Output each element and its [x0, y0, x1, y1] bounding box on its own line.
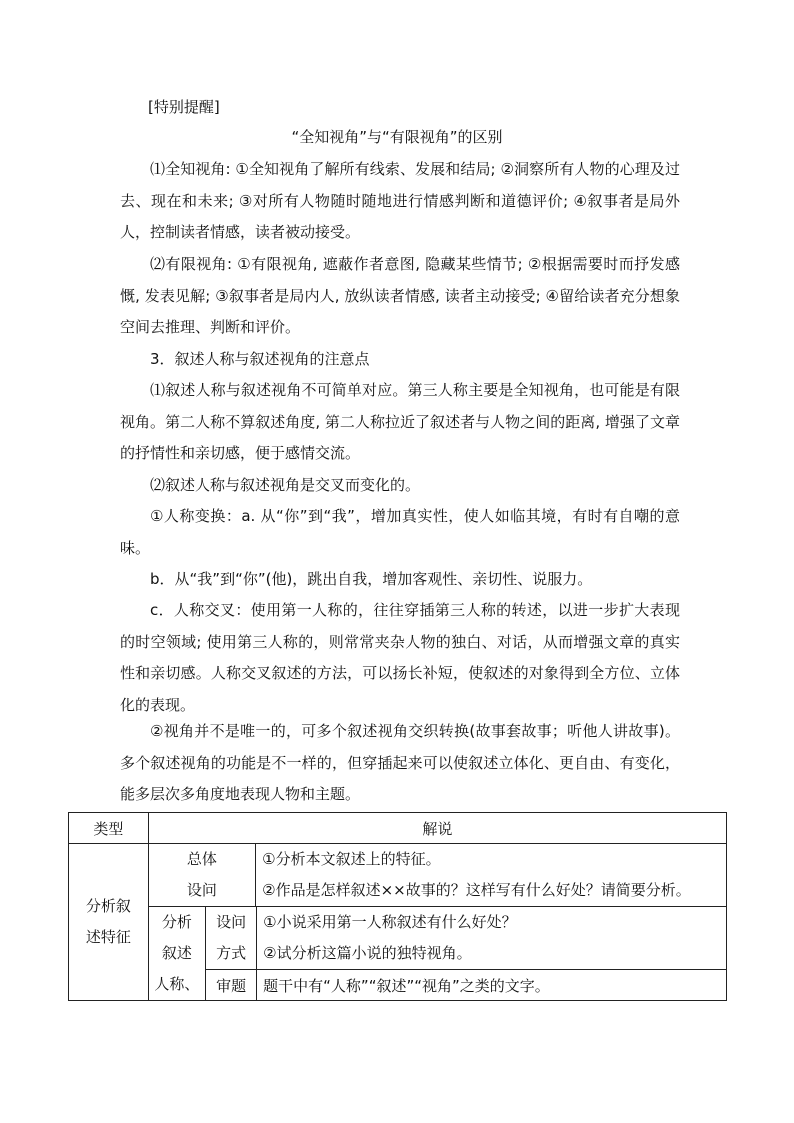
general-label-cell: [148, 844, 256, 907]
paragraph-limited: ⑵有限视角: ①有限视角, 遮蔽作者意图, 隐藏某些情节; ②根据需要时而抒发感慨, 发表见解; ③叙事者是局内人, 放纵读者情感, 读者主动接受; ④留给读者充分想象空间去推理、判断和评价。: [120, 255, 680, 337]
general-line-2: 设问: [186, 881, 217, 899]
table-header-row: [69, 813, 727, 844]
sub-ask-line-2: 方式: [216, 944, 247, 962]
sub-table-cell: [148, 907, 726, 1001]
analysis-table: [68, 812, 727, 1001]
general-line-1: 总体: [186, 850, 217, 868]
sub-row-review: [149, 970, 726, 1001]
paragraph-person-2: ⑵叙述人称与叙述视角是交叉而变化的。: [150, 476, 421, 494]
sub-ask-question-2: ②试分析这篇小说的独特视角。: [263, 944, 472, 962]
general-questions-cell: [256, 844, 727, 907]
sub-ask-label-cell: [206, 907, 257, 970]
paragraph-heading-3: 3．叙述人称与叙述视角的注意点: [150, 350, 370, 368]
paragraph-person-change: ①人称变换：a. 从“你”到“我”，增加真实性，使人如临其境，有时有自嘲的意味。: [120, 507, 680, 557]
category-line-2: 述特征: [85, 928, 131, 946]
sub-row-ask: [149, 907, 726, 970]
paragraph-person-c: c．人称交叉：使用第一人称的，往往穿插第三人称的转述，以进一步扩大表现的时空领域; 使用第三人称的，则常常夹杂人物的独白、对话，从而增强文章的真实性和亲切感。人称交叉叙述的方法，可以扬长补短，使叙述的对象得到全方位、立体化的表现。: [120, 601, 680, 714]
category-line-1: 分析叙: [85, 897, 131, 915]
paragraph-omniscient: ⑴全知视角: ①全知视角了解所有线索、发展和结局; ②洞察所有人物的心理及过去、现在和未来; ③对所有人物随时随地进行情感判断和道德评价; ④叙事者是局外人，控制读者情感，读者被动接受。: [120, 160, 680, 242]
header-explain: 解说: [148, 813, 726, 844]
sub-ask-questions-cell: [257, 907, 726, 970]
sub-person-line-3: 人称、: [154, 975, 200, 993]
paragraph-person-b: b．从“我”到“你”(他)，跳出自我，增加客观性、亲切性、说服力。: [150, 570, 593, 588]
sub-person-cell: [149, 907, 206, 1000]
paragraph-person-1: ⑴叙述人称与叙述视角不可简单对应。第三人称主要是全知视角，也可能是有限视角。第二人称不算叙述角度, 第二人称拉近了叙述者与人物之间的距离, 增强了文章的抒情性和亲切感，便于感情交流。: [120, 381, 680, 463]
category-cell: [69, 844, 149, 1001]
sub-person-line-2: 叙述: [161, 944, 192, 962]
table-row-sub: [69, 907, 727, 1001]
sub-table: [149, 907, 726, 1000]
header-type: 类型: [69, 813, 149, 844]
general-question-1: ①分析本文叙述上的特征。: [262, 850, 441, 868]
general-question-2: ②作品是怎样叙述××故事的？这样写有什么好处？请简要分析。: [262, 881, 691, 899]
sub-ask-question-1: ①小说采用第一人称叙述有什么好处？: [263, 913, 517, 931]
sub-review-text: 题干中有“人称”“叙述”“视角”之类的文字。: [257, 970, 726, 1001]
table-row-general: [69, 844, 727, 907]
section-title: “全知视角”与“有限视角”的区别: [291, 128, 503, 146]
sub-person-line-1: 分析: [161, 913, 192, 931]
reminder-label: [特别提醒]: [148, 98, 220, 116]
sub-review-label: 审题: [206, 970, 257, 1001]
sub-ask-line-1: 设问: [216, 913, 247, 931]
paragraph-perspective: ②视角并不是唯一的，可多个叙述视角交织转换(故事套故事；听他人讲故事)。多个叙述视角的功能是不一样的，但穿插起来可以使叙述立体化、更自由、有变化，能多层次多角度地表现人物和主题。: [120, 722, 680, 804]
